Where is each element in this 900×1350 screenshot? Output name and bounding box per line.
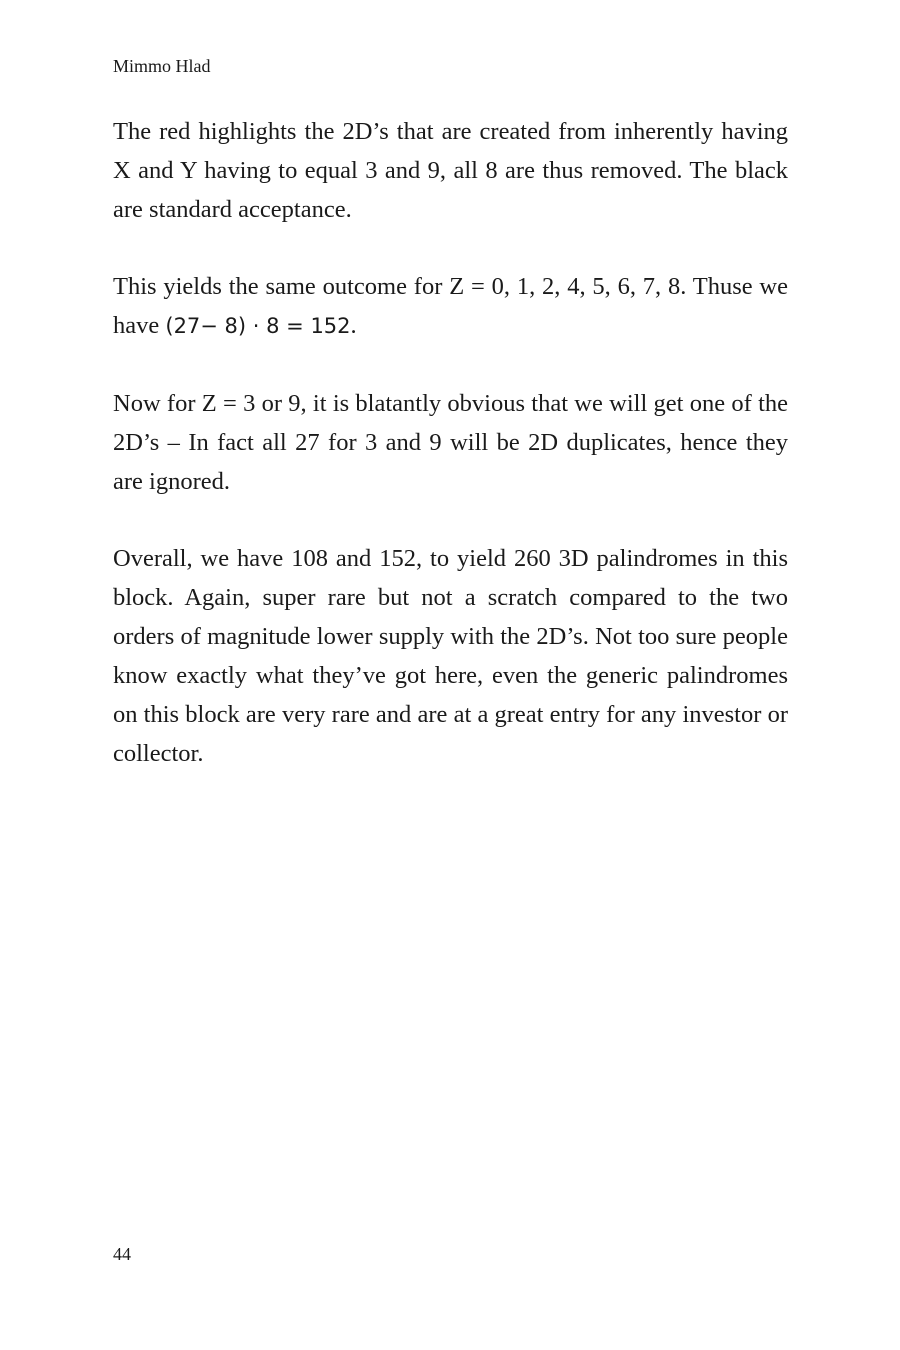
equation: (27− 8) · 8 = 152 — [165, 314, 351, 338]
paragraph-red-highlights: The red highlights the 2D’s that are created from inherently having X and Y having to equal 3 and 9, all 8 are thus removed. The black are standard acceptance. — [113, 118, 788, 223]
page-number: 44 — [113, 1244, 131, 1264]
paragraph-z-three-nine: Now for Z = 3 or 9, it is blatantly obvious that we will get one of the 2D’s – In fact all 27 for 3 and 9 will be 2D duplicates, hence they are ignored. — [113, 390, 788, 495]
body-text — [113, 112, 788, 773]
paragraph-same-outcome-text: This yields the same outcome for Z = 0, 1, 2, 4, 5, 6, 7, 8. Thuse we have — [113, 273, 788, 339]
paragraph-same-outcome-end: . — [350, 312, 357, 339]
running-header-author: Mimmo Hlad — [113, 56, 211, 76]
paragraph-overall: Overall, we have 108 and 152, to yield 260 3D palindromes in this block. Again, super rare but not a scratch compared to the two orders of magnitude lower supply with the 2D’s. Not too sure people know exactly what they’ve got here, even the generic palindromes on this block are very rare and are at a great entry for any investor or collector. — [113, 545, 788, 767]
paragraph-same-outcome — [113, 267, 788, 346]
